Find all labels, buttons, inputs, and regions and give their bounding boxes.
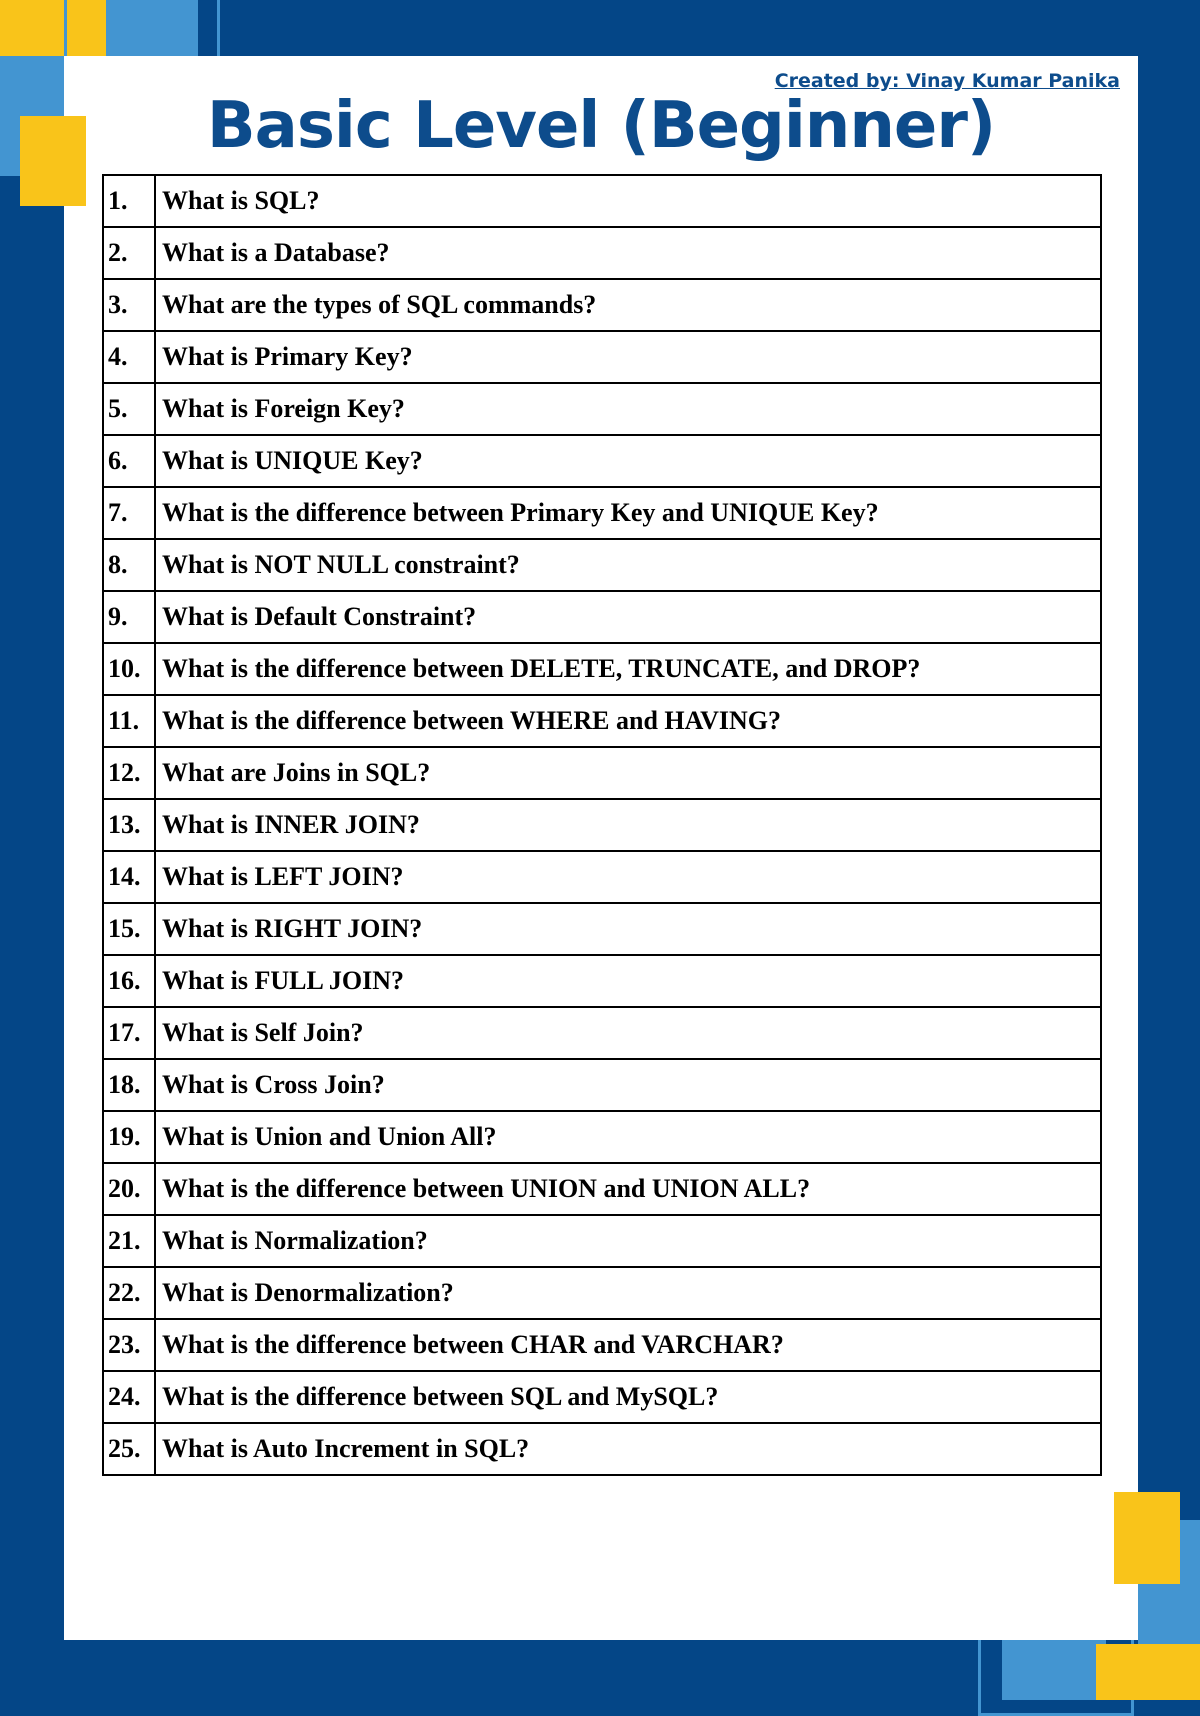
question-number: 8. [103,539,155,591]
right-yellow-square [1114,1492,1180,1584]
question-text: What is Cross Join? [155,1059,1101,1111]
page-title: Basic Level (Beginner) [206,89,996,163]
table-row [103,1007,1101,1059]
table-row [103,279,1101,331]
question-text: What are Joins in SQL? [155,747,1101,799]
table-row [103,1319,1101,1371]
question-number: 14. [103,851,155,903]
question-text: What is Default Constraint? [155,591,1101,643]
question-text: What is the difference between Primary Key and UNIQUE Key? [155,487,1101,539]
table-row [103,487,1101,539]
question-number: 6. [103,435,155,487]
question-number: 11. [103,695,155,747]
credit-link[interactable]: Created by: Vinay Kumar Panika [774,70,1120,92]
question-number: 23. [103,1319,155,1371]
question-number: 25. [103,1423,155,1475]
bottom-right-yellow-square [1096,1644,1200,1700]
table-row [103,903,1101,955]
table-row [103,331,1101,383]
table-row [103,851,1101,903]
table-row [103,227,1101,279]
question-text: What is the difference between WHERE and HAVING? [155,695,1101,747]
question-text: What is the difference between DELETE, TRUNCATE, and DROP? [155,643,1101,695]
questions-table [102,174,1102,1476]
question-number: 12. [103,747,155,799]
table-row [103,695,1101,747]
table-row [103,591,1101,643]
table-row [103,539,1101,591]
question-number: 16. [103,955,155,1007]
question-number: 22. [103,1267,155,1319]
question-number: 13. [103,799,155,851]
question-number: 3. [103,279,155,331]
question-text: What is Denormalization? [155,1267,1101,1319]
question-number: 1. [103,175,155,227]
table-row [103,643,1101,695]
content-sheet [64,56,1138,1640]
table-row [103,175,1101,227]
question-text: What is NOT NULL constraint? [155,539,1101,591]
question-text: What is the difference between CHAR and VARCHAR? [155,1319,1101,1371]
table-row [103,1163,1101,1215]
questions-table-body [103,175,1101,1475]
question-text: What is UNIQUE Key? [155,435,1101,487]
question-text: What is Union and Union All? [155,1111,1101,1163]
question-number: 9. [103,591,155,643]
table-row [103,1215,1101,1267]
question-text: What is RIGHT JOIN? [155,903,1101,955]
table-row [103,1267,1101,1319]
bottom-right-light-blue-block [1002,1634,1106,1700]
left-yellow-square [20,116,86,206]
question-number: 10. [103,643,155,695]
question-number: 15. [103,903,155,955]
table-row [103,799,1101,851]
question-number: 20. [103,1163,155,1215]
table-row [103,1371,1101,1423]
question-text: What is a Database? [155,227,1101,279]
table-row [103,955,1101,1007]
question-number: 19. [103,1111,155,1163]
question-text: What is the difference between UNION and UNION ALL? [155,1163,1101,1215]
question-number: 7. [103,487,155,539]
question-text: What is FULL JOIN? [155,955,1101,1007]
question-text: What is Self Join? [155,1007,1101,1059]
question-text: What are the types of SQL commands? [155,279,1101,331]
question-text: What is LEFT JOIN? [155,851,1101,903]
table-row [103,1111,1101,1163]
question-text: What is Auto Increment in SQL? [155,1423,1101,1475]
question-number: 5. [103,383,155,435]
question-number: 17. [103,1007,155,1059]
question-number: 2. [103,227,155,279]
table-row [103,383,1101,435]
table-row [103,1423,1101,1475]
question-number: 4. [103,331,155,383]
question-number: 24. [103,1371,155,1423]
table-row [103,747,1101,799]
question-text: What is Foreign Key? [155,383,1101,435]
question-text: What is Primary Key? [155,331,1101,383]
table-row [103,435,1101,487]
question-text: What is INNER JOIN? [155,799,1101,851]
question-number: 21. [103,1215,155,1267]
question-text: What is Normalization? [155,1215,1101,1267]
question-number: 18. [103,1059,155,1111]
question-text: What is the difference between SQL and MySQL? [155,1371,1101,1423]
table-row [103,1059,1101,1111]
question-text: What is SQL? [155,175,1101,227]
